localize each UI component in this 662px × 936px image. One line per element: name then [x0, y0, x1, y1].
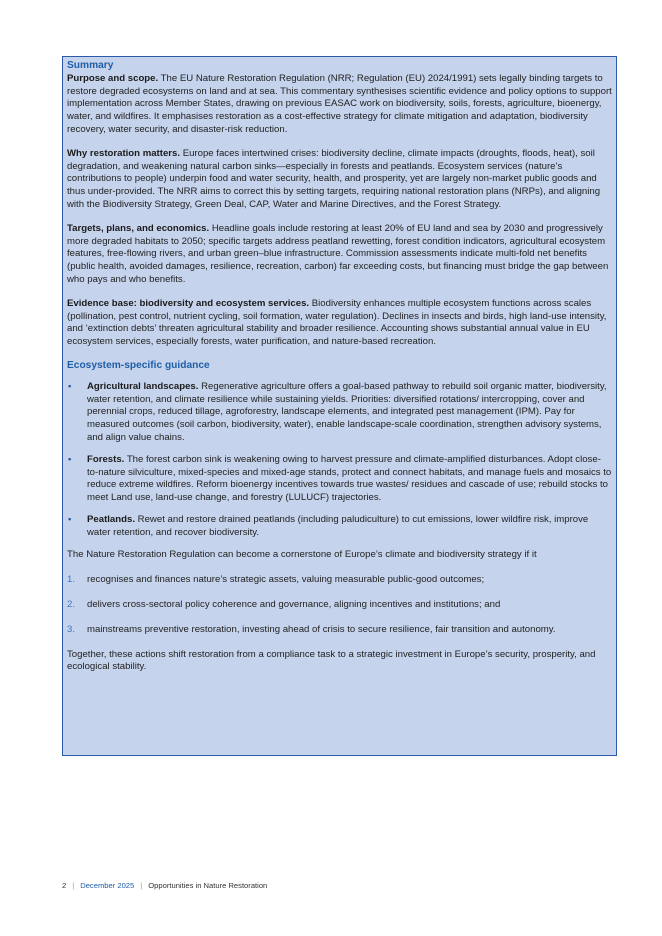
numbered-text: mainstreams preventive restoration, investing ahead of crisis to secure resilience, fair transition and autonomy. — [87, 623, 556, 635]
summary-paragraph-targets — [67, 223, 612, 287]
bullet-dot-icon: • — [68, 380, 72, 392]
bullet-dot-icon: • — [68, 513, 72, 525]
guidance-bullet-list — [67, 381, 612, 540]
numbered-marker: 1. — [67, 574, 76, 586]
page-number: 2 — [62, 881, 67, 890]
bullet-text: Regenerative agriculture offers a goal-based pathway to rebuild soil organic matter, biodiversity, water retention, and climate resilience while sustaining yields. Priorities: diversified rotations/ intercropping, cover and perennial crops, reduced tillage, agroforestry, landscape elements, and integrated pest management (IPM). Pay for measured outcomes (soil carbon, biodiversity, water), enable landscape-scale coordination, strengthen advisory systems, and align value chains. — [87, 380, 607, 443]
guidance-heading: Ecosystem-specific guidance — [67, 359, 210, 371]
bullet-forests — [67, 454, 612, 505]
footer-separator: | — [140, 881, 143, 890]
summary-heading: Summary — [67, 60, 114, 71]
numbered-item — [67, 599, 612, 612]
paragraph-text: Biodiversity enhances multiple ecosystem functions across scales (pollination, pest control, nutrient cycling, soil formation, water regulation). Declines in insects and birds, high land-use intensity, and ‘extinction debts’ threaten agricultural stability and broader resilience. Accounting shows substantial annual value in EU ecosystem services, especially forests, water purification, and nature-based recreation. — [67, 297, 607, 348]
summary-paragraph-evidence — [67, 298, 612, 349]
summary-paragraph-purpose — [67, 73, 612, 137]
numbered-item — [67, 574, 612, 587]
bullet-lead: Agricultural landscapes. — [87, 380, 199, 392]
footer-date: December 2025 — [80, 881, 135, 890]
numbered-marker: 3. — [67, 623, 76, 635]
numbered-text: recognises and finances nature’s strategic assets, valuing measurable public-good outcomes; — [87, 574, 485, 586]
paragraph-lead: Purpose and scope. — [67, 72, 159, 84]
bullet-dot-icon: • — [68, 453, 72, 465]
page-footer — [62, 881, 267, 890]
numbered-text: delivers cross-sectoral policy coherence and governance, aligning incentives and institutions; and — [87, 599, 501, 611]
bullet-agricultural — [67, 381, 612, 445]
closing-paragraph: Together, these actions shift restoration from a compliance task to a strategic investment in Europe’s security, prosperity, and ecological stability. — [67, 648, 596, 673]
paragraph-lead: Evidence base: biodiversity and ecosystem services. — [67, 297, 310, 309]
numbered-marker: 2. — [67, 599, 76, 611]
numbered-intro: The Nature Restoration Regulation can become a cornerstone of Europe’s climate and biodiversity strategy if it — [67, 548, 537, 560]
bullet-lead: Forests. — [87, 453, 125, 465]
bullet-text: The forest carbon sink is weakening owing to harvest pressure and climate-amplified disturbances. Adopt close-to-nature silviculture, mixed-species and mixed-age stands, protect and connect habitats, and manage fuels and mosaics to reduce extreme wildfires. Reform bioenergy incentives towards true wastes/ residues and cascade of use; rebuild stocks to meet Land use, land-use change, and forestry (LULUCF) trajectories. — [87, 453, 612, 504]
paragraph-lead: Targets, plans, and economics. — [67, 222, 210, 234]
paragraph-text: Headline goals include restoring at least 20% of EU land and sea by 2030 and progressively more degraded habitats to 2050; specific targets address peatland rewetting, forest condition indicators, agricultural ecosystem features, free-flowing rivers, and urban green–blue infrastructure. Commission assessments indicate multi-fold net benefits (public health, avoided damages, resilience, recreation, carbon) far exceeding costs, but financing must bridge the gap between who pays and who benefits. — [67, 222, 609, 285]
numbered-item — [67, 624, 612, 637]
summary-box — [62, 56, 617, 756]
footer-document-title: Opportunities in Nature Restoration — [148, 881, 268, 890]
bullet-peatlands — [67, 514, 612, 540]
footer-separator: | — [72, 881, 75, 890]
paragraph-lead: Why restoration matters. — [67, 147, 181, 159]
numbered-list — [67, 574, 612, 636]
bullet-text: Rewet and restore drained peatlands (including paludiculture) to cut emissions, lower wildfire risk, improve water retention, and recover biodiversity. — [87, 513, 589, 538]
paragraph-text: Europe faces intertwined crises: biodiversity decline, climate impacts (droughts, floods, heat), soil degradation, and weakening natural carbon sinks—especially in forests and peatlands. Ecosystem services (nature’s contributions to people) underpin food and water security, health, and prosperity, yet are largely non-market public goods and thus under-provided. The NRR aims to correct this by setting targets, requiring national restoration plans (NRPs), and aligning with the Biodiversity Strategy, Green Deal, CAP, Water and Marine Directives, and the Forest Strategy. — [67, 147, 601, 210]
paragraph-text: The EU Nature Restoration Regulation (NRR; Regulation (EU) 2024/1991) sets legally binding targets to restore degraded ecosystems on land and at sea. This commentary synthesises scientific evidence and policy options to support implementation across Member States, drawing on previous EASAC work on biodiversity, soils, forests, agriculture, bioenergy, water, and wildfires. It emphasises restoration as a cost-effective strategy for climate mitigation and adaptation, biodiversity recovery, water security, and disaster-risk reduction. — [67, 72, 612, 135]
summary-paragraph-why — [67, 148, 612, 212]
bullet-lead: Peatlands. — [87, 513, 135, 525]
